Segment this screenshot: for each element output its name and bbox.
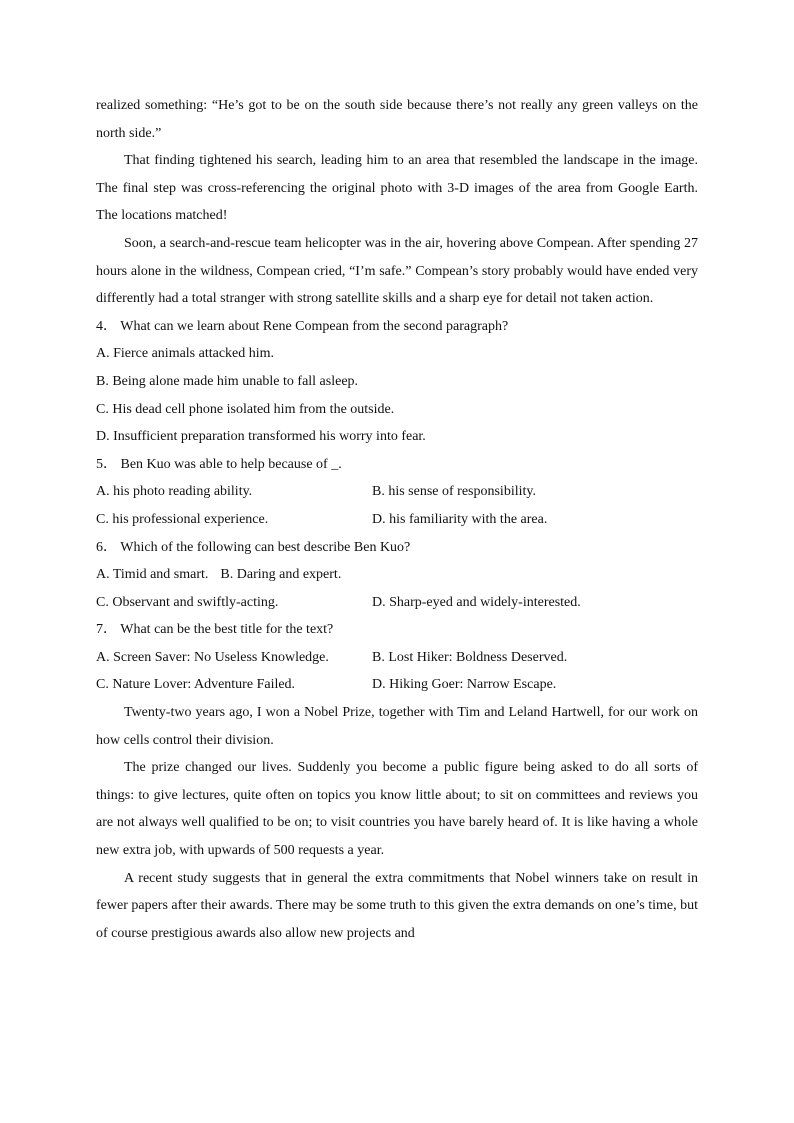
question-5-option-b: B. his sense of responsibility. [372, 484, 536, 500]
question-4-option-a: A. Fierce animals attacked him. [96, 346, 275, 362]
passage1-paragraph: Soon, a search-and-rescue team helicopter was in the air, hovering above Compean. After spending 27 hours alone in the wildness, Compean cried, “I’m safe.” Compean’s story probably would have ended very differently had a total stranger with strong satellite skills and a sharp eye for detail not taken action. [96, 235, 698, 307]
passage2-paragraph: Twenty-two years ago, I won a Nobel Prize, together with Tim and Leland Hartwell, for our work on how cells control their division. [96, 705, 698, 748]
passage2-paragraph: A recent study suggests that in general the extra commitments that Nobel winners take on result in fewer papers after their awards. There may be some truth to this given the extra demands on one’s time, but of course prestigious awards also allow new projects and [96, 870, 698, 941]
passage2-paragraph: The prize changed our lives. Suddenly you become a public figure being asked to do all sorts of things: to give lectures, quite often on topics you know little about; to sit on committees and reviews you are not always well qualified to be on; to visit countries you have barely heard of. It is like having a whole new extra job, with upwards of 500 requests a year. [96, 760, 698, 859]
question-5-stem: 5． Ben Kuo was able to help because of _. [96, 456, 342, 472]
question-4-option-c: C. His dead cell phone isolated him from the outside. [96, 401, 395, 417]
question-6-stem: 6． Which of the following can best describe Ben Kuo? [96, 539, 411, 555]
question-6-option-b: B. Daring and expert. [220, 567, 342, 583]
question-6-option-a: A. Timid and smart. [96, 567, 209, 583]
question-7-option-c: C. Nature Lover: Adventure Failed. [96, 677, 296, 693]
question-7-option-b: B. Lost Hiker: Boldness Deserved. [372, 649, 568, 665]
question-5-option-a: A. his photo reading ability. [96, 484, 253, 500]
question-6-options-row [96, 589, 698, 617]
question-6-option-d: D. Sharp-eyed and widely-interested. [372, 594, 581, 610]
question-7-options-row [96, 671, 698, 699]
passage1-paragraph-continued: realized something: “He’s got to be on the south side because there’s not really any green valleys on the north side.” [96, 98, 698, 141]
question-5-options-row [96, 506, 698, 534]
question-5-options-row [96, 478, 698, 506]
question-6-options-row [96, 561, 698, 589]
passage1-paragraph: That finding tightened his search, leading him to an area that resembled the landscape in the image. The final step was cross-referencing the original photo with 3-D images of the area from Google Earth. The locations matched! [96, 153, 698, 224]
question-6-option-c: C. Observant and swiftly-acting. [96, 594, 279, 610]
question-7-option-d: D. Hiking Goer: Narrow Escape. [372, 677, 557, 693]
question-5-option-c: C. his professional experience. [96, 511, 269, 527]
question-7-options-row [96, 644, 698, 672]
document-page [96, 92, 698, 947]
question-4-option-b: B. Being alone made him unable to fall asleep. [96, 373, 359, 389]
question-4-stem: 4． What can we learn about Rene Compean from the second paragraph? [96, 318, 509, 334]
question-4-option-d: D. Insufficient preparation transformed his worry into fear. [96, 429, 426, 445]
question-5-option-d: D. his familiarity with the area. [372, 511, 548, 527]
question-7-option-a: A. Screen Saver: No Useless Knowledge. [96, 649, 329, 665]
question-7-stem: 7． What can be the best title for the text? [96, 622, 334, 638]
